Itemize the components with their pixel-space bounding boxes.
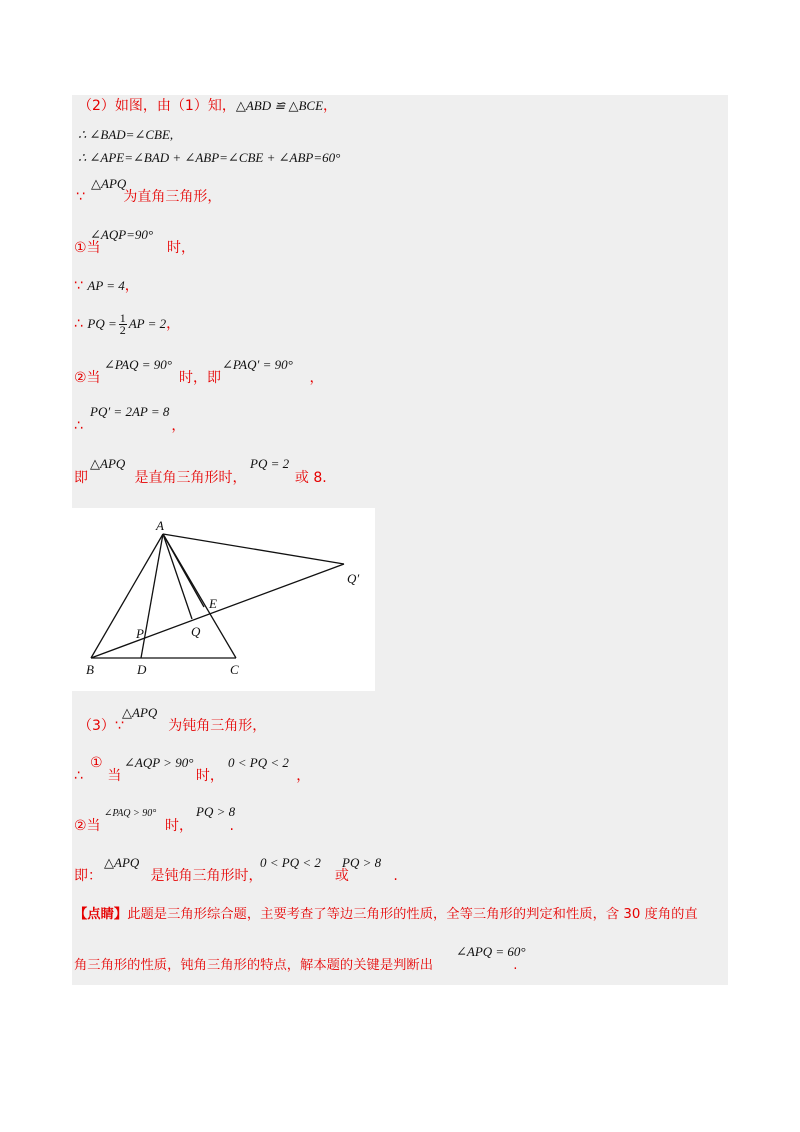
comment-text2: 角三角形的性质，钝角三角形的特点，解本题的关键是判断出	[74, 958, 434, 973]
part3-tri: △APQ	[122, 705, 158, 720]
concl-or: 或	[334, 868, 349, 884]
comment-line1	[74, 907, 698, 923]
comma: ，	[166, 316, 181, 332]
part3-case2-range: PQ > 8	[196, 804, 236, 819]
part3-case1-line	[74, 768, 310, 784]
pq-lhs: PQ =	[87, 316, 117, 331]
comment-text1: 此题是三角形综合题，主要考查了等边三角形的性质，全等三角形的判定和性质，含 30 度角的直	[127, 907, 698, 922]
part3-case1-angle: ∠AQP > 90°	[124, 755, 194, 770]
case1-dang: 当	[107, 768, 122, 784]
period: .	[513, 958, 518, 973]
part3-case1-range: 0 < PQ < 2	[228, 755, 289, 770]
line-bq-prime	[91, 564, 344, 658]
case2-angle1: ∠PAQ = 90°	[104, 357, 172, 372]
case1-when: 时，	[167, 240, 196, 256]
label-e: E	[209, 596, 217, 611]
comment-line2	[74, 958, 517, 974]
concl-ji: 即	[74, 470, 88, 486]
label-c: C	[230, 662, 239, 677]
case2-angle2: ∠PAQ′ = 90°	[222, 357, 293, 372]
therefore-pq-prime	[74, 418, 185, 434]
case2-line	[74, 370, 323, 386]
obtuse-text: 为钝角三角形，	[168, 718, 267, 734]
geometry-figure	[72, 508, 375, 691]
segment-aq-prime	[163, 534, 344, 564]
part3-concl-range2: PQ > 8	[342, 855, 382, 870]
label-d: D	[137, 662, 147, 677]
concl-text: 是钝角三角形时，	[150, 868, 263, 884]
case2-when: 时，即	[179, 370, 222, 386]
line-ape-60: ∴ ∠APE=∠BAD + ∠ABP=∠CBE + ∠ABP=60°	[78, 150, 341, 165]
part2-conclusion	[74, 470, 327, 486]
case1-circle: ①	[90, 755, 103, 771]
ap-value: AP = 4	[87, 278, 125, 293]
concl-or: 或 8.	[294, 470, 327, 486]
because-symbol: ∵	[74, 278, 83, 294]
comma: ，	[124, 278, 139, 294]
denominator: 2	[119, 322, 126, 337]
concl-tri: △APQ	[90, 456, 126, 471]
part3-intro	[78, 718, 266, 734]
case2-label: ②当	[74, 818, 101, 834]
therefore-symbol: ∴	[74, 768, 83, 784]
label-p: P	[136, 626, 144, 641]
part3-concl-range1: 0 < PQ < 2	[260, 855, 321, 870]
because-symbol: ∵	[114, 718, 124, 734]
case1-when: 时，	[195, 768, 224, 784]
concl-ji: 即：	[74, 868, 102, 884]
right-triangle-text: 为直角三角形，	[123, 189, 222, 205]
comma: ，	[323, 98, 338, 114]
case2-when: 时，	[165, 818, 194, 834]
comma: ，	[171, 418, 186, 434]
fraction-half	[119, 310, 127, 337]
pq-prime-8: PQ′ = 2AP = 8	[90, 404, 170, 419]
part3-label: （3）	[78, 718, 115, 734]
part3-conclusion	[74, 868, 398, 884]
concl-pq2: PQ = 2	[250, 456, 290, 471]
part3-case2-line	[74, 818, 234, 834]
part2-intro	[78, 98, 337, 114]
comma: ，	[296, 768, 311, 784]
tri-apq-label: △APQ	[91, 176, 127, 191]
label-b: B	[86, 662, 94, 677]
line-bad-cbe: ∴ ∠BAD=∠CBE,	[78, 127, 174, 142]
because-symbol: ∵	[76, 189, 85, 205]
therefore-symbol: ∴	[74, 418, 83, 434]
case2-label: ②当	[74, 370, 101, 386]
period: .	[393, 868, 398, 884]
pq-rhs: AP = 2	[128, 316, 167, 331]
label-a: A	[156, 518, 164, 533]
pq-equals-2	[74, 311, 180, 337]
triangle-diagram	[72, 508, 375, 691]
therefore-symbol: ∴	[74, 316, 83, 332]
comment-key-angle: ∠APQ = 60°	[456, 944, 526, 959]
congruence-statement: △ABD ≌ △BCE	[235, 98, 324, 113]
comment-tag: 【点睛】	[74, 907, 128, 922]
case1-angle: ∠AQP=90°	[90, 227, 154, 242]
comma: ，	[309, 370, 324, 386]
case1-line	[74, 240, 195, 256]
case1-label: ①当	[74, 240, 101, 256]
label-q: Q	[191, 624, 201, 639]
concl-text: 是直角三角形时，	[134, 470, 247, 486]
part2-intro-text: （2）如图，由（1）知，	[78, 98, 236, 114]
label-q-prime: Q′	[347, 571, 360, 586]
part3-concl-tri: △APQ	[104, 855, 140, 870]
period: .	[229, 818, 234, 834]
part3-case2-angle: ∠PAQ > 90°	[104, 808, 157, 819]
ap-equals-4	[74, 278, 139, 294]
because-right-triangle	[76, 189, 221, 205]
numerator: 1	[119, 310, 126, 325]
